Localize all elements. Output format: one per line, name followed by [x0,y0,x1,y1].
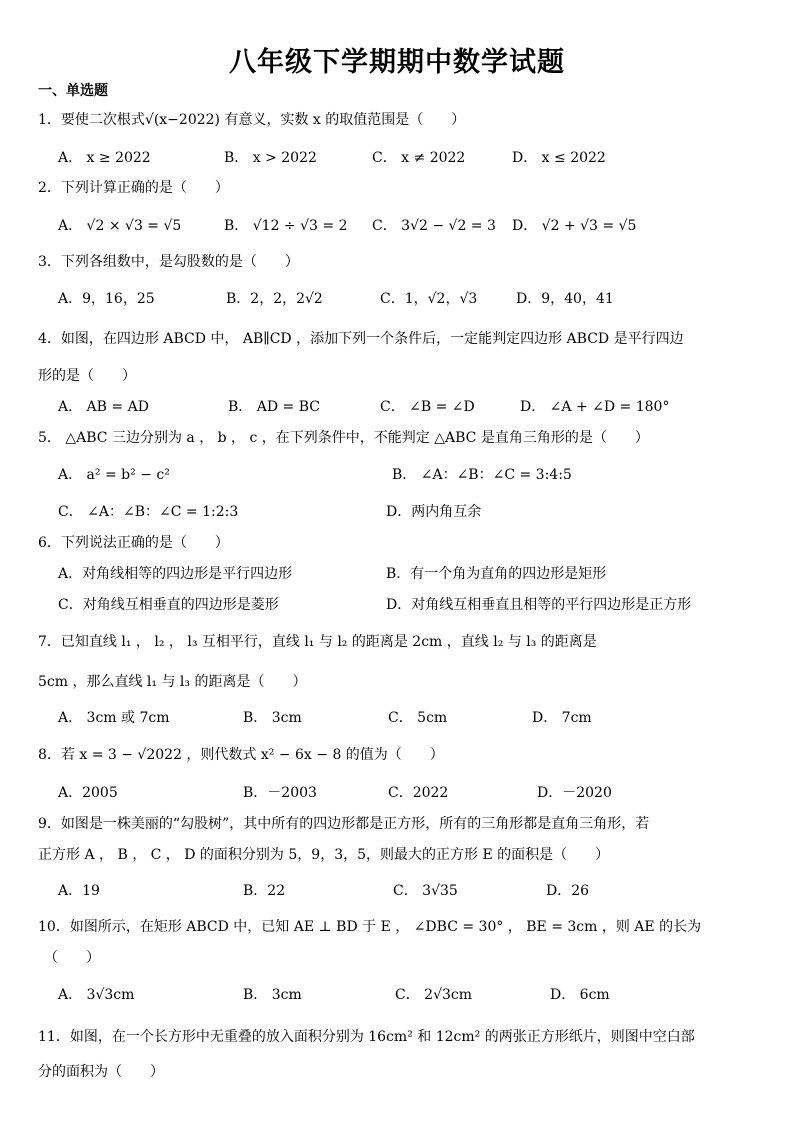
question-6-stem: 6．下列说法正确的是（ ） [38,535,229,551]
q7-option-d: D． 7cm [532,710,592,726]
q6-option-b: B．有一个角为直角的四边形是矩形 [386,566,607,582]
question-7-stem-line2: 5cm ，那么直线 l₁ 与 l₃ 的距离是（ ） [38,674,307,690]
question-2-stem: 2．下列计算正确的是（ ） [38,180,229,196]
q5-option-c: C． ∠A：∠B：∠C = 1:2:3 [58,504,239,520]
question-7-stem-line1: 7．已知直线 l₁ ， l₂ ， l₃ 互相平行，直线 l₁ 与 l₂ 的距离是 2cm ，直线 l₂ 与 l₃ 的距离是 [38,634,597,650]
q9-option-b: B．22 [243,883,286,899]
question-3-stem: 3．下列各组数中，是勾股数的是（ ） [38,254,299,270]
question-8-stem: 8．若 x = 3 − √2022 ，则代数式 x² − 6x − 8 的值为（ ） [38,747,444,763]
question-4-stem-line1: 4．如图，在四边形 ABCD 中， AB∥CD ，添加下列一个条件后，一定能判定四边形 ABCD 是平行四边 [38,331,684,347]
q10-option-b: B． 3cm [243,987,302,1003]
q10-option-c: C． 2√3cm [395,987,473,1003]
q4-option-a: A． AB = AD [58,399,149,415]
q1-option-a: A． x ≥ 2022 [58,150,151,166]
q9-option-d: D．26 [546,883,590,899]
question-1-stem: 1．要使二次根式√(x−2022) 有意义，实数 x 的取值范围是（ ） [38,112,466,128]
q5-option-b: B． ∠A：∠B：∠C = 3:4:5 [392,467,572,483]
q6-option-c: C．对角线互相垂直的四边形是菱形 [58,597,279,613]
q10-option-d: D． 6cm [550,987,610,1003]
q8-option-a: A．2005 [58,785,118,801]
q8-option-b: B．－2003 [243,785,317,801]
q1-option-b: B． x > 2022 [224,150,317,166]
q2-option-c: C． 3√2 − √2 = 3 [372,218,496,234]
q1-option-d: D． x ≤ 2022 [512,150,606,166]
q3-option-c: C．1，√2，√3 [380,291,478,307]
q3-option-d: D．9，40，41 [516,291,614,307]
q3-option-b: B．2，2，2√2 [226,291,323,307]
question-11-stem-line2: 分的面积为（ ） [38,1064,164,1080]
question-11-stem-line1: 11．如图，在一个长方形中无重叠的放入面积分别为 16cm² 和 12cm² 的两张正方形纸片，则图中空白部 [38,1029,695,1045]
page-title: 八年级下学期期中数学试题 [229,47,565,78]
q7-option-c: C． 5cm [388,710,448,726]
question-4-stem-line2: 形的是（ ） [38,368,136,384]
q2-option-b: B． √12 ÷ √3 = 2 [224,218,348,234]
q1-option-c: C． x ≠ 2022 [372,150,466,166]
q6-option-a: A．对角线相等的四边形是平行四边形 [58,566,293,582]
q4-option-b: B． AD = BC [228,399,320,415]
q5-option-a: A． a² = b² − c² [58,467,170,483]
question-10-stem-line2: （ ） [44,950,100,966]
question-10-stem-line1: 10．如图所示，在矩形 ABCD 中，已知 AE ⊥ BD 于 E ， ∠DBC = 30° ， BE = 3cm ，则 AE 的长为 [38,919,702,935]
q6-option-d: D．对角线互相垂直且相等的平行四边形是正方形 [386,597,692,613]
q5-option-d: D．两内角互余 [386,504,482,520]
q4-option-c: C． ∠B = ∠D [380,399,475,415]
q3-option-a: A．9，16，25 [58,291,155,307]
q8-option-d: D．－2020 [537,785,612,801]
question-5-stem: 5． △ABC 三边分别为 a ， b ， c ，在下列条件中，不能判定 △ABC 是直角三角形的是（ ） [38,430,649,446]
question-9-stem-line1: 9．如图是一株美丽的“勾股树”，其中所有的四边形都是正方形，所有的三角形都是直角三角形，若 [38,816,650,832]
q9-option-a: A．19 [58,883,100,899]
q9-option-c: C． 3√35 [393,883,458,899]
q2-option-d: D． √2 + √3 = √5 [512,218,637,234]
q7-option-a: A． 3cm 或 7cm [58,710,170,726]
q4-option-d: D． ∠A + ∠D = 180° [520,399,670,415]
section-heading: 一、单选题 [38,83,108,99]
q8-option-c: C．2022 [388,785,449,801]
q2-option-a: A． √2 × √3 = √5 [58,218,182,234]
question-9-stem-line2: 正方形 A ， B ， C ， D 的面积分别为 5，9，3，5，则最大的正方形 E 的面积是（ ） [38,847,610,863]
q7-option-b: B． 3cm [243,710,302,726]
q10-option-a: A． 3√3cm [58,987,135,1003]
